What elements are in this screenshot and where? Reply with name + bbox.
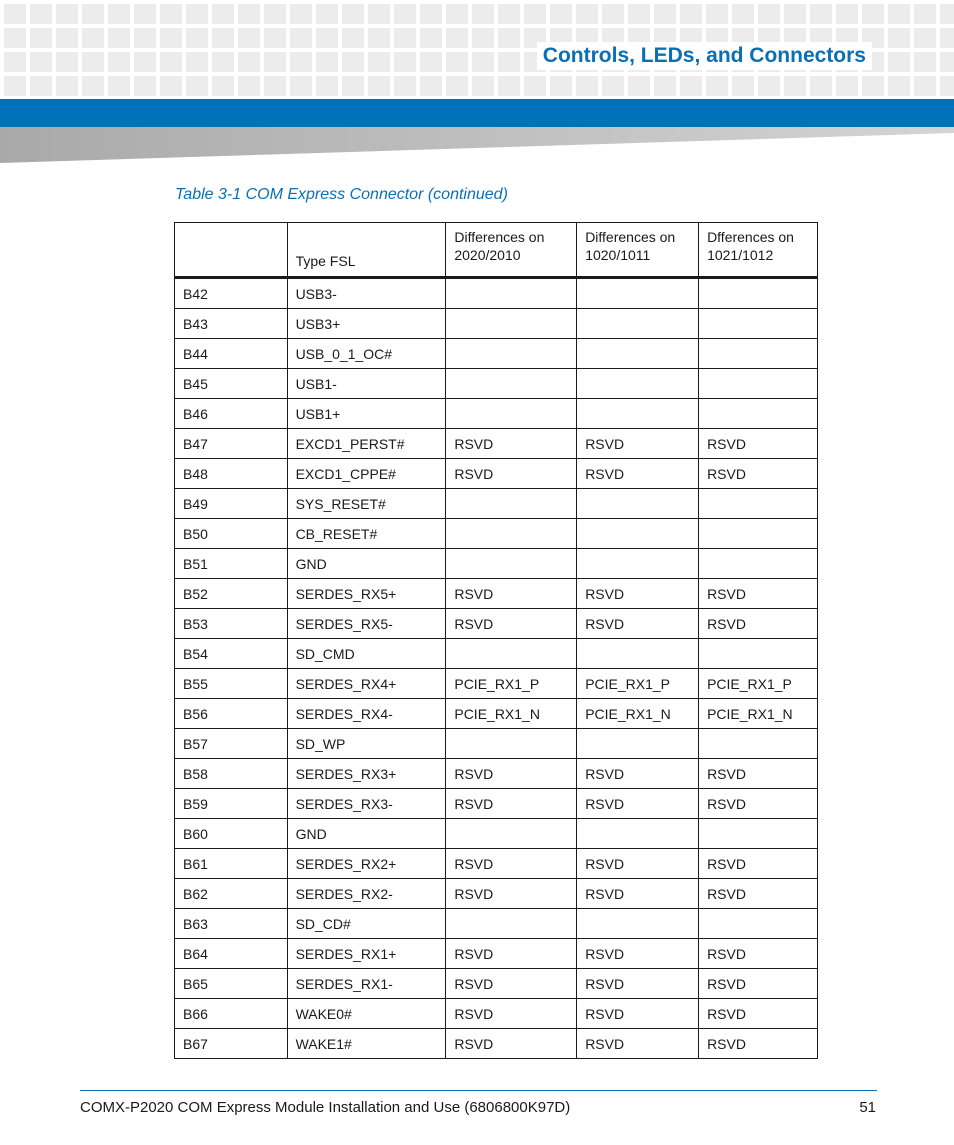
cell-diff-1020-1011: RSVD <box>577 879 699 909</box>
table-row <box>175 579 818 609</box>
cell-signal: SERDES_RX4+ <box>287 669 446 699</box>
cell-signal: USB3+ <box>287 309 446 339</box>
cell-pin: B53 <box>175 609 288 639</box>
cell-diff-1021-1012 <box>699 729 818 759</box>
column-header-type-fsl: Type FSL <box>287 223 446 278</box>
column-header-diff-1020-1011: Differences on 1020/1011 <box>577 223 699 278</box>
column-header-diff-2020-2010: Differences on 2020/2010 <box>446 223 577 278</box>
cell-diff-1021-1012: RSVD <box>699 429 818 459</box>
section-title: Controls, LEDs, and Connectors <box>537 42 872 70</box>
cell-diff-1021-1012 <box>699 309 818 339</box>
cell-diff-2020-2010: RSVD <box>446 579 577 609</box>
cell-diff-2020-2010: RSVD <box>446 609 577 639</box>
cell-signal: CB_RESET# <box>287 519 446 549</box>
cell-signal: USB1+ <box>287 399 446 429</box>
cell-diff-1020-1011 <box>577 549 699 579</box>
cell-diff-1021-1012 <box>699 399 818 429</box>
cell-pin: B47 <box>175 429 288 459</box>
cell-diff-2020-2010: RSVD <box>446 969 577 999</box>
cell-diff-1021-1012 <box>699 549 818 579</box>
table-row <box>175 999 818 1029</box>
table-row <box>175 278 818 309</box>
cell-diff-1020-1011 <box>577 729 699 759</box>
cell-signal: GND <box>287 819 446 849</box>
cell-diff-2020-2010: RSVD <box>446 789 577 819</box>
cell-diff-1020-1011: RSVD <box>577 969 699 999</box>
cell-diff-2020-2010: RSVD <box>446 459 577 489</box>
cell-diff-1021-1012 <box>699 369 818 399</box>
table-row <box>175 1029 818 1059</box>
cell-diff-1020-1011: RSVD <box>577 999 699 1029</box>
cell-diff-2020-2010 <box>446 729 577 759</box>
cell-diff-1021-1012 <box>699 909 818 939</box>
table-row <box>175 309 818 339</box>
cell-diff-1020-1011 <box>577 369 699 399</box>
table-row <box>175 339 818 369</box>
cell-diff-1020-1011: PCIE_RX1_N <box>577 699 699 729</box>
cell-pin: B48 <box>175 459 288 489</box>
cell-pin: B44 <box>175 339 288 369</box>
cell-diff-1020-1011: RSVD <box>577 579 699 609</box>
table-row <box>175 429 818 459</box>
cell-diff-2020-2010: PCIE_RX1_P <box>446 669 577 699</box>
header-grey-wedge <box>0 127 954 163</box>
cell-pin: B60 <box>175 819 288 849</box>
table-row <box>175 669 818 699</box>
cell-signal: SERDES_RX1- <box>287 969 446 999</box>
cell-signal: SERDES_RX2+ <box>287 849 446 879</box>
cell-diff-2020-2010 <box>446 519 577 549</box>
cell-diff-1021-1012: RSVD <box>699 849 818 879</box>
cell-diff-1020-1011: RSVD <box>577 849 699 879</box>
cell-pin: B56 <box>175 699 288 729</box>
cell-diff-2020-2010 <box>446 489 577 519</box>
cell-diff-2020-2010 <box>446 549 577 579</box>
cell-diff-1021-1012 <box>699 519 818 549</box>
table-header-row <box>175 223 818 278</box>
cell-diff-1021-1012: RSVD <box>699 759 818 789</box>
cell-signal: USB3- <box>287 278 446 309</box>
cell-diff-1020-1011 <box>577 339 699 369</box>
cell-diff-1021-1012 <box>699 339 818 369</box>
cell-diff-2020-2010: RSVD <box>446 849 577 879</box>
table-row <box>175 519 818 549</box>
cell-signal: EXCD1_PERST# <box>287 429 446 459</box>
cell-diff-2020-2010: RSVD <box>446 879 577 909</box>
cell-diff-1020-1011 <box>577 489 699 519</box>
cell-pin: B65 <box>175 969 288 999</box>
cell-signal: USB1- <box>287 369 446 399</box>
cell-diff-1020-1011 <box>577 278 699 309</box>
cell-signal: SERDES_RX5+ <box>287 579 446 609</box>
cell-diff-1021-1012: RSVD <box>699 879 818 909</box>
com-express-connector-table <box>174 222 818 1059</box>
cell-signal: SERDES_RX3+ <box>287 759 446 789</box>
cell-pin: B52 <box>175 579 288 609</box>
cell-diff-1020-1011: RSVD <box>577 759 699 789</box>
cell-diff-1020-1011: RSVD <box>577 429 699 459</box>
cell-pin: B42 <box>175 278 288 309</box>
column-header-diff-1021-1012: Dfferences on 1021/1012 <box>699 223 818 278</box>
cell-pin: B58 <box>175 759 288 789</box>
cell-diff-1021-1012: RSVD <box>699 459 818 489</box>
table-row <box>175 609 818 639</box>
cell-diff-2020-2010 <box>446 309 577 339</box>
cell-pin: B62 <box>175 879 288 909</box>
table-body <box>175 278 818 1059</box>
table-row <box>175 699 818 729</box>
cell-diff-2020-2010 <box>446 339 577 369</box>
cell-pin: B55 <box>175 669 288 699</box>
cell-diff-2020-2010: RSVD <box>446 1029 577 1059</box>
cell-diff-2020-2010 <box>446 369 577 399</box>
table-row <box>175 399 818 429</box>
cell-pin: B63 <box>175 909 288 939</box>
cell-pin: B51 <box>175 549 288 579</box>
cell-diff-2020-2010 <box>446 819 577 849</box>
cell-diff-1021-1012: RSVD <box>699 789 818 819</box>
cell-diff-1020-1011: RSVD <box>577 1029 699 1059</box>
page-number: 51 <box>859 1099 876 1116</box>
column-header-pin <box>175 223 288 278</box>
cell-pin: B61 <box>175 849 288 879</box>
cell-diff-2020-2010 <box>446 639 577 669</box>
cell-diff-1021-1012: RSVD <box>699 579 818 609</box>
cell-pin: B64 <box>175 939 288 969</box>
table-row <box>175 909 818 939</box>
cell-signal: EXCD1_CPPE# <box>287 459 446 489</box>
cell-signal: SERDES_RX1+ <box>287 939 446 969</box>
cell-diff-1021-1012: PCIE_RX1_N <box>699 699 818 729</box>
cell-pin: B67 <box>175 1029 288 1059</box>
cell-pin: B45 <box>175 369 288 399</box>
cell-diff-2020-2010 <box>446 278 577 309</box>
table-row <box>175 819 818 849</box>
cell-diff-1021-1012: RSVD <box>699 939 818 969</box>
cell-diff-1020-1011: RSVD <box>577 789 699 819</box>
cell-pin: B43 <box>175 309 288 339</box>
cell-signal: SD_WP <box>287 729 446 759</box>
cell-diff-1021-1012: RSVD <box>699 969 818 999</box>
cell-signal: SD_CD# <box>287 909 446 939</box>
table-row <box>175 789 818 819</box>
cell-diff-1020-1011: RSVD <box>577 939 699 969</box>
cell-diff-2020-2010: RSVD <box>446 999 577 1029</box>
cell-diff-1021-1012: RSVD <box>699 609 818 639</box>
cell-diff-1021-1012: PCIE_RX1_P <box>699 669 818 699</box>
table-row <box>175 459 818 489</box>
table-row <box>175 849 818 879</box>
cell-pin: B46 <box>175 399 288 429</box>
header-blue-bar <box>0 99 954 127</box>
cell-pin: B66 <box>175 999 288 1029</box>
cell-diff-2020-2010: RSVD <box>446 939 577 969</box>
cell-diff-1020-1011 <box>577 819 699 849</box>
table-row <box>175 489 818 519</box>
cell-signal: SERDES_RX2- <box>287 879 446 909</box>
cell-signal: USB_0_1_OC# <box>287 339 446 369</box>
footer-document-title: COMX-P2020 COM Express Module Installation and Use (6806800K97D) <box>80 1099 571 1116</box>
cell-signal: WAKE1# <box>287 1029 446 1059</box>
cell-diff-2020-2010 <box>446 399 577 429</box>
table-row <box>175 759 818 789</box>
footer-rule <box>80 1090 877 1091</box>
cell-pin: B57 <box>175 729 288 759</box>
cell-diff-1021-1012 <box>699 819 818 849</box>
cell-diff-1021-1012: RSVD <box>699 999 818 1029</box>
table-row <box>175 729 818 759</box>
cell-diff-2020-2010: PCIE_RX1_N <box>446 699 577 729</box>
cell-diff-1020-1011 <box>577 399 699 429</box>
cell-signal: SERDES_RX3- <box>287 789 446 819</box>
table-row <box>175 939 818 969</box>
cell-diff-1020-1011: RSVD <box>577 459 699 489</box>
cell-signal: WAKE0# <box>287 999 446 1029</box>
cell-signal: GND <box>287 549 446 579</box>
cell-diff-1020-1011 <box>577 909 699 939</box>
cell-diff-2020-2010 <box>446 909 577 939</box>
cell-diff-1020-1011 <box>577 519 699 549</box>
cell-pin: B54 <box>175 639 288 669</box>
cell-pin: B50 <box>175 519 288 549</box>
cell-pin: B59 <box>175 789 288 819</box>
cell-diff-2020-2010: RSVD <box>446 429 577 459</box>
cell-diff-1020-1011: RSVD <box>577 609 699 639</box>
cell-diff-1021-1012: RSVD <box>699 1029 818 1059</box>
cell-diff-2020-2010: RSVD <box>446 759 577 789</box>
table-row <box>175 879 818 909</box>
cell-signal: SYS_RESET# <box>287 489 446 519</box>
cell-diff-1020-1011: PCIE_RX1_P <box>577 669 699 699</box>
cell-diff-1021-1012 <box>699 639 818 669</box>
table-row <box>175 639 818 669</box>
cell-pin: B49 <box>175 489 288 519</box>
table-caption: Table 3-1 COM Express Connector (continued) <box>175 186 508 203</box>
cell-signal: SERDES_RX5- <box>287 609 446 639</box>
cell-diff-1020-1011 <box>577 639 699 669</box>
cell-diff-1021-1012 <box>699 278 818 309</box>
cell-diff-1020-1011 <box>577 309 699 339</box>
cell-signal: SERDES_RX4- <box>287 699 446 729</box>
table-row <box>175 969 818 999</box>
cell-diff-1021-1012 <box>699 489 818 519</box>
table-row <box>175 369 818 399</box>
table-row <box>175 549 818 579</box>
cell-signal: SD_CMD <box>287 639 446 669</box>
